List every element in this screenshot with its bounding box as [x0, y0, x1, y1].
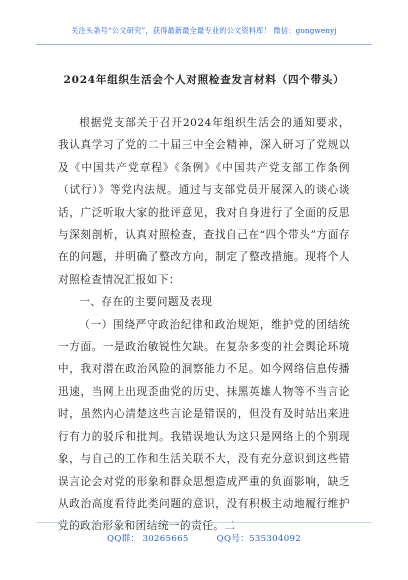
- body-paragraph: （一）围绕严守政治纪律和政治规矩，维护党的团结统一方面。一是政治敏锐性欠缺。在复杂多变的社会舆论环境中，我对潜在政治风险的洞察能力不足。如今网络信息传播迅速，当网上出现歪曲党的历史、抹黑英雄人物等不当言论时，虽然内心清楚这些言论是错误的，但没有及时站出来进行有力的驳斥和批判。我错误地认为这只是网络上的个别现象，与自己的工作和生活关联不大，没有充分意识到这些错误言论会对党的形象和群众思想造成严重的负面影响，缺乏从政治高度看待此类问题的意识，没有积极主动地履行维护党的政治形象和团结统一的责任。二: [58, 318, 350, 533]
- document-title: 2024年组织生活会个人对照检查发言材料（四个带头）: [63, 74, 345, 86]
- footer-qq-group: QQ群： 30265665: [106, 534, 189, 544]
- footer: [0, 532, 408, 544]
- document-body: [58, 112, 350, 538]
- intro-paragraph: 根据党支部关于召开2024年组织生活会的通知要求，我认真学习了党的二十届三中全会精神，深入研习了党规以及《中国共产党章程》《条例》《中国共产党支部工作条例（试行）》等党内法规。通过与支部党员开展深入的谈心谈话，广泛听取大家的批评意见，我对自身进行了全面的反思与深刻剖析，认真对照检查，查找自己在“四个带头”方面存在的问题，并明确了整改方向，制定了整改措施。现将个人对照检查情况汇报如下：: [58, 117, 350, 286]
- header-divider: [36, 44, 372, 45]
- section-heading: 一、存在的主要问题及表现: [79, 296, 213, 309]
- header-banner: 关注头条号“公文研究”，获得最新最全最专业的公文资料库！ 微信：gongwenyj: [71, 26, 337, 35]
- footer-qq-number: QQ号：535304092: [216, 534, 302, 544]
- footer-divider: [36, 522, 372, 523]
